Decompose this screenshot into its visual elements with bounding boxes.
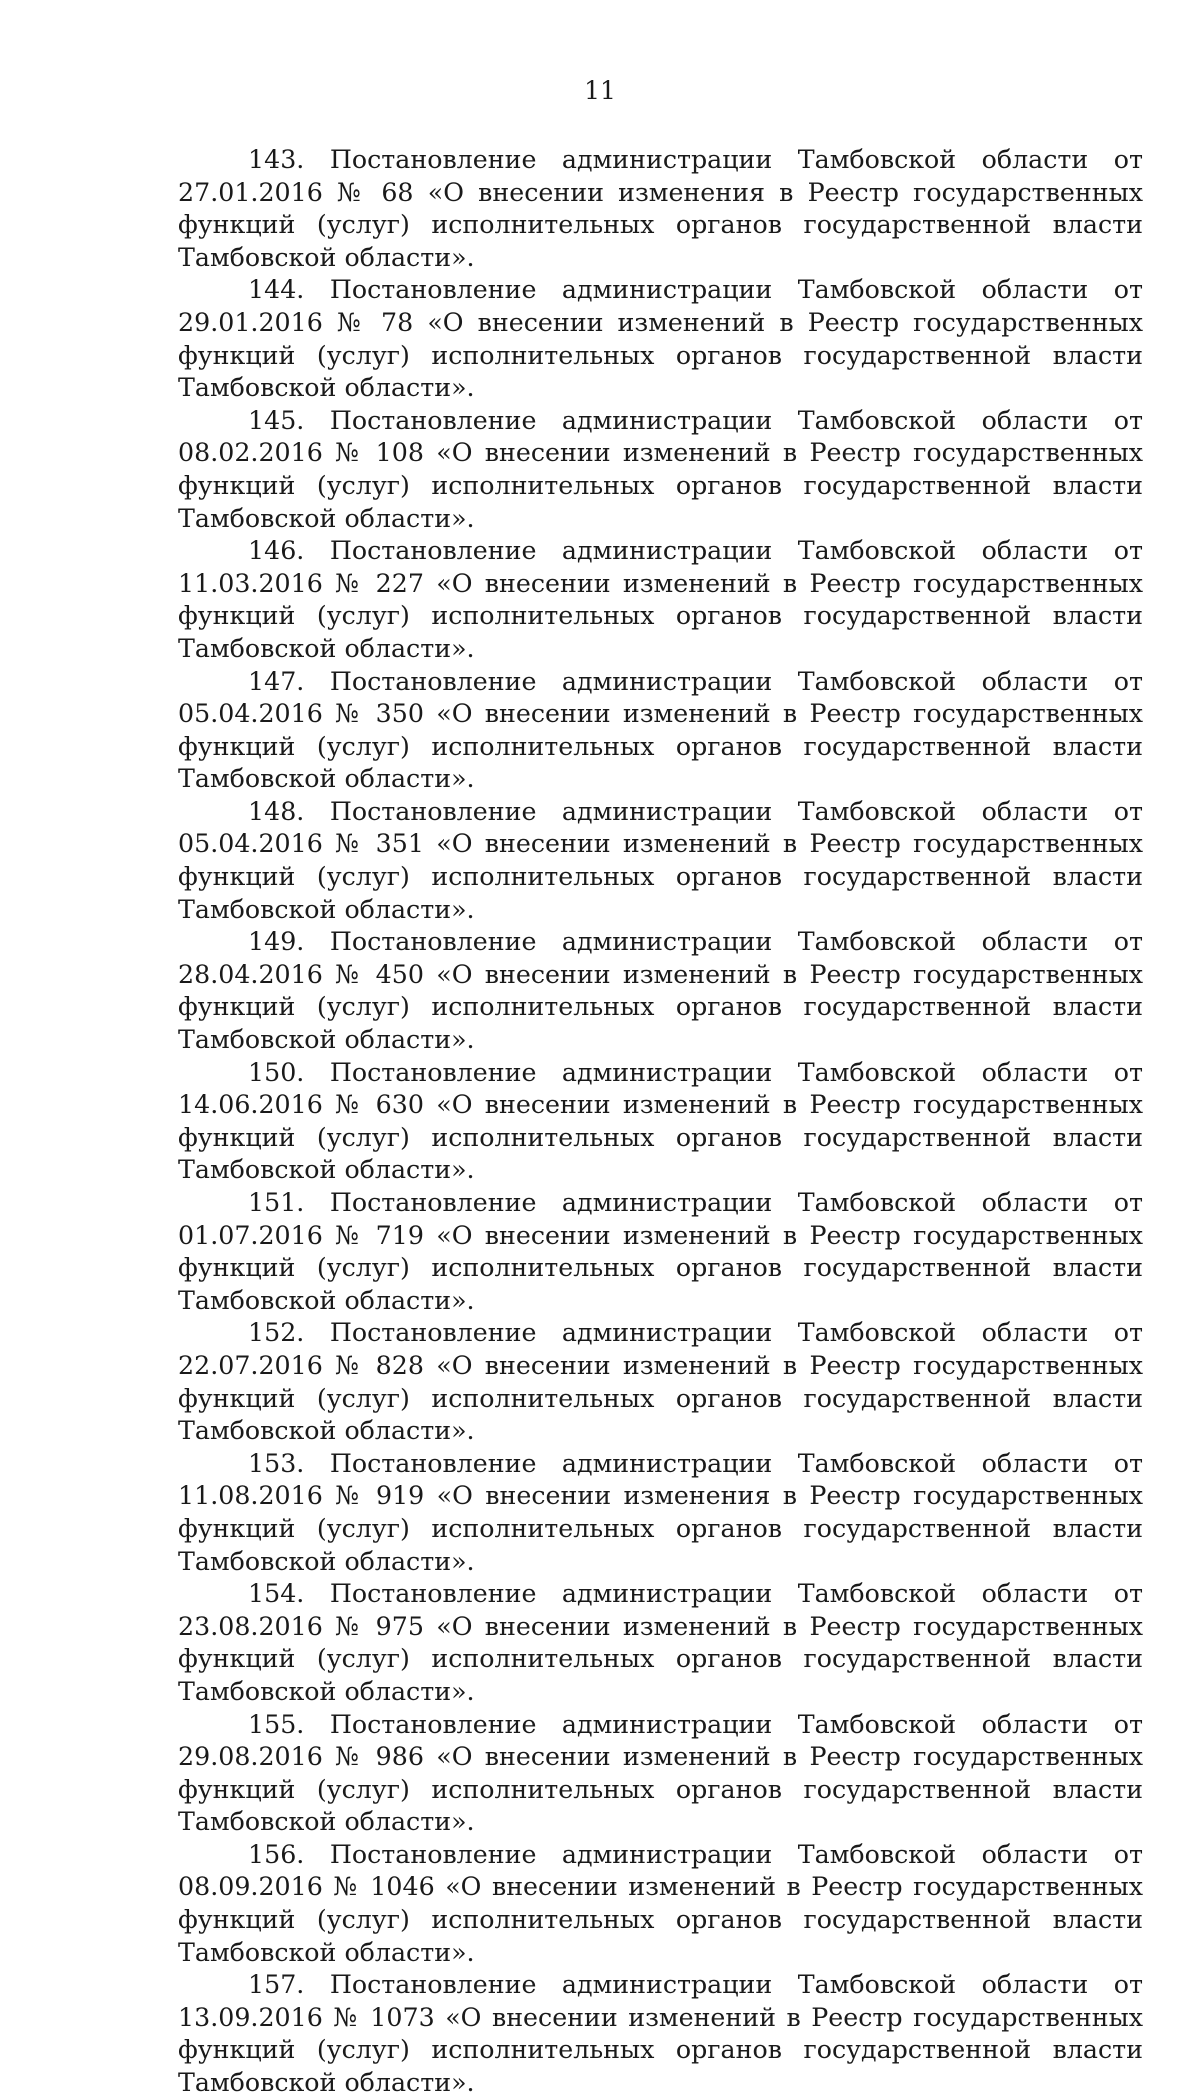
list-item: 156. Постановление администрации Тамбовской области от 08.09.2016 № 1046 «О внесении изменений в Реестр государственных функций (услуг) исполнительных органов государственной власти Тамбовской области».: [178, 1839, 1143, 1967]
list-item: 149. Постановление администрации Тамбовской области от 28.04.2016 № 450 «О внесении изменений в Реестр государственных функций (услуг) исполнительных органов государственной власти Тамбовской области».: [178, 927, 1143, 1055]
list-item: 151. Постановление администрации Тамбовской области от 01.07.2016 № 719 «О внесении изменений в Реестр государственных функций (услуг) исполнительных органов государственной власти Тамбовской области».: [178, 1188, 1143, 1315]
list-item: 147. Постановление администрации Тамбовской области от 05.04.2016 № 350 «О внесении изменений в Реестр государственных функций (услуг) исполнительных органов государственной власти Тамбовской области».: [178, 666, 1143, 794]
list-item: 144. Постановление администрации Тамбовской области от 29.01.2016 № 78 «О внесении изменений в Реестр государственных функций (услуг) исполнительных органов государственной власти Тамбовской области».: [178, 275, 1143, 403]
list-item: 157. Постановление администрации Тамбовской области от 13.09.2016 № 1073 «О внесении изменений в Реестр государственных функций (услуг) исполнительных органов государственной власти Тамбовской области».: [178, 1970, 1143, 2098]
list-item: 152. Постановление администрации Тамбовской области от 22.07.2016 № 828 «О внесении изменений в Реестр государственных функций (услуг) исполнительных органов государственной власти Тамбовской области».: [178, 1318, 1143, 1446]
document-body: [178, 144, 1143, 2100]
list-item: 154. Постановление администрации Тамбовской области от 23.08.2016 № 975 «О внесении изменений в Реестр государственных функций (услуг) исполнительных органов государственной власти Тамбовской области».: [178, 1579, 1143, 1706]
list-item: 153. Постановление администрации Тамбовской области от 11.08.2016 № 919 «О внесении изменения в Реестр государственных функций (услуг) исполнительных органов государственной власти Тамбовской области».: [178, 1448, 1143, 1576]
list-item: 146. Постановление администрации Тамбовской области от 11.03.2016 № 227 «О внесении изменений в Реестр государственных функций (услуг) исполнительных органов государственной власти Тамбовской области».: [178, 536, 1143, 663]
list-item: 155. Постановление администрации Тамбовской области от 29.08.2016 № 986 «О внесении изменений в Реестр государственных функций (услуг) исполнительных органов государственной власти Тамбовской области».: [178, 1709, 1143, 1837]
list-item: 145. Постановление администрации Тамбовской области от 08.02.2016 № 108 «О внесении изменений в Реестр государственных функций (услуг) исполнительных органов государственной власти Тамбовской области».: [178, 405, 1143, 533]
page-number: 11: [584, 76, 616, 105]
list-item: 150. Постановление администрации Тамбовской области от 14.06.2016 № 630 «О внесении изменений в Реестр государственных функций (услуг) исполнительных органов государственной власти Тамбовской области».: [178, 1057, 1143, 1185]
list-item: 143. Постановление администрации Тамбовской области от 27.01.2016 № 68 «О внесении изменения в Реестр государственных функций (услуг) исполнительных органов государственной власти Тамбовской области».: [178, 145, 1143, 272]
list-item: 148. Постановление администрации Тамбовской области от 05.04.2016 № 351 «О внесении изменений в Реестр государственных функций (услуг) исполнительных органов государственной власти Тамбовской области».: [178, 796, 1143, 924]
